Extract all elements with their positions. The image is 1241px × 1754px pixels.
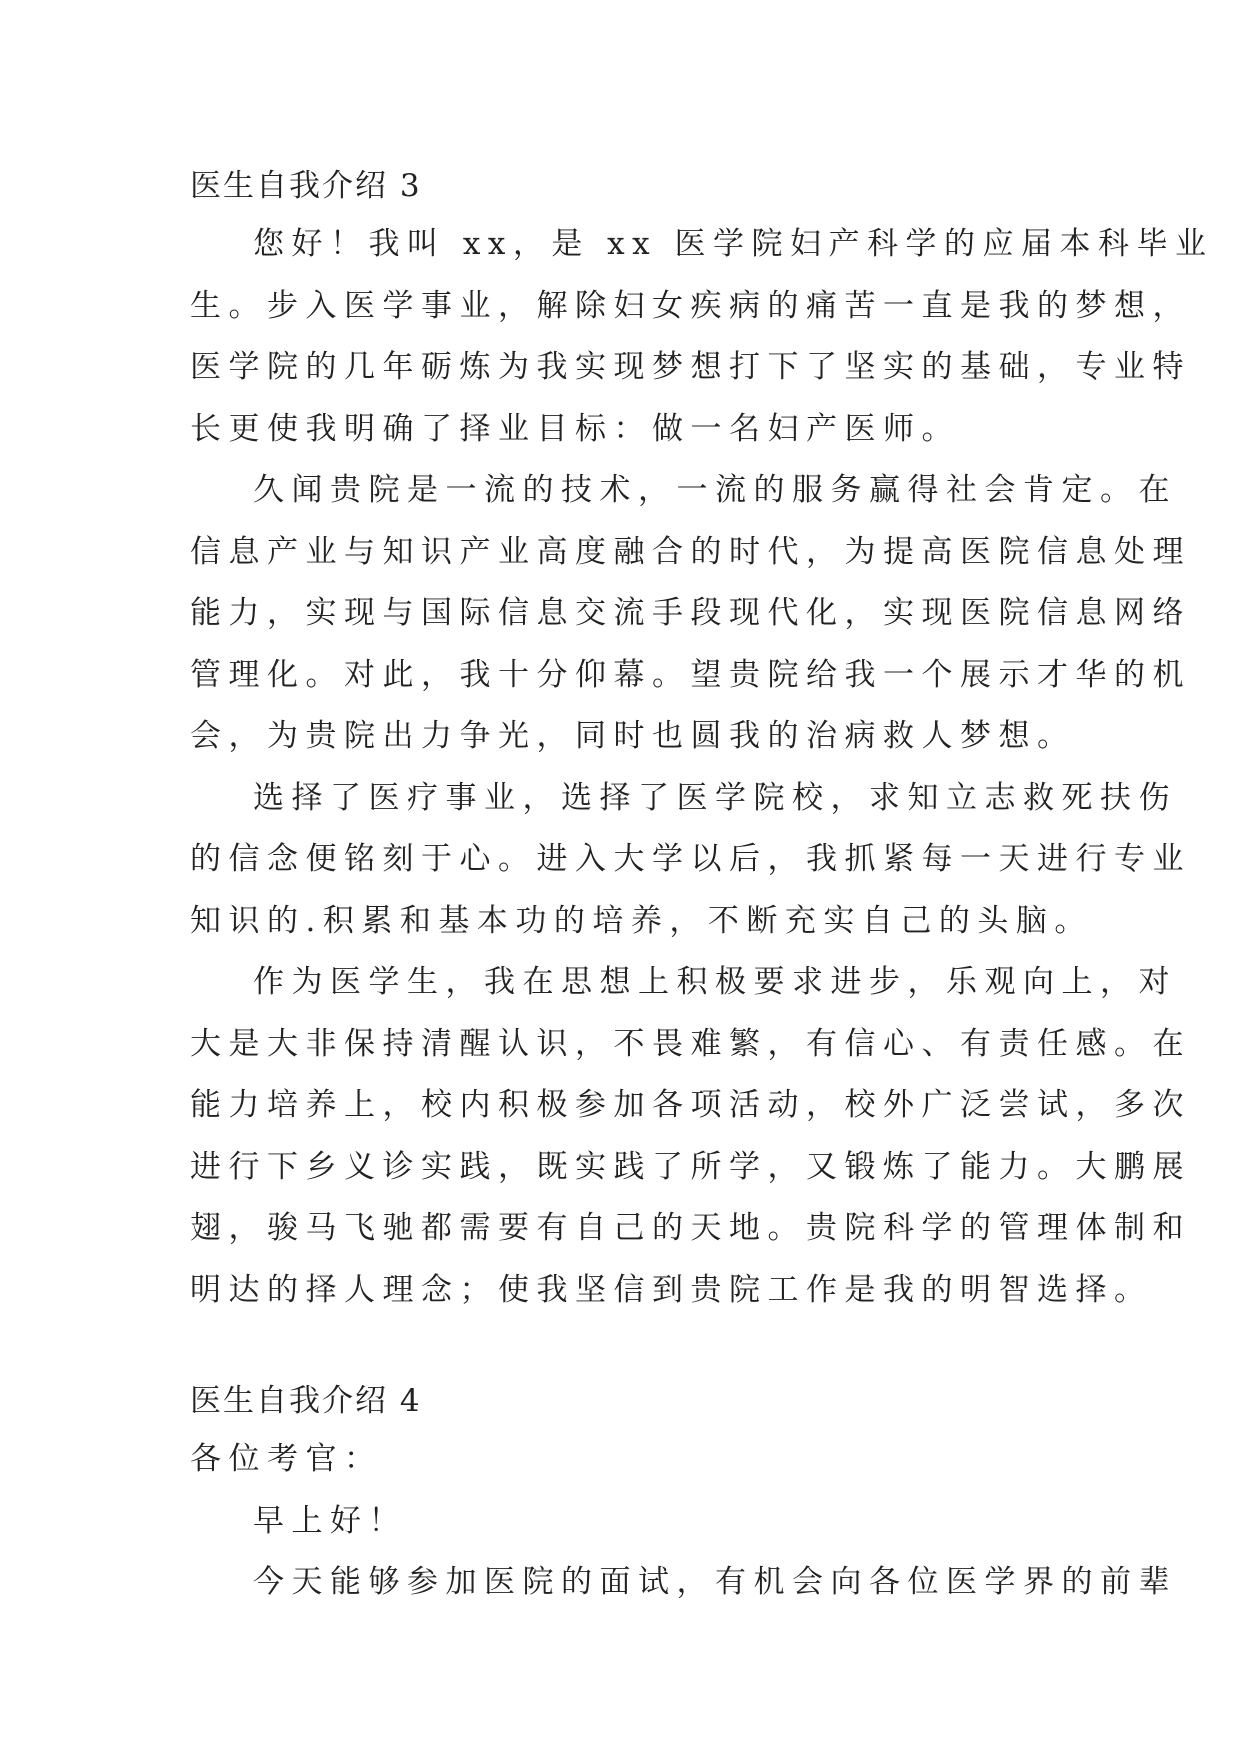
paragraph-line: 知识的.积累和基本功的培养，不断充实自己的头脑。 (190, 902, 1093, 939)
paragraph-line: 生。步入医学事业，解除妇女疾病的痛苦一直是我的梦想， (190, 287, 1191, 324)
paragraph-line: 长更使我明确了择业目标：做一名妇产医师。 (190, 410, 960, 447)
greeting-line: 早上好！ (253, 1502, 407, 1539)
section-4-title: 医生自我介绍 4 (190, 1383, 422, 1419)
section-spacer (190, 1321, 1060, 1373)
paragraph-line: 翅，骏马飞驰都需要有自己的天地。贵院科学的管理体制和 (190, 1210, 1191, 1246)
section-4-salutation (190, 1429, 1060, 1491)
opening-line: 今天能够参加医院的面试，有机会向各位医学界的前辈 (253, 1564, 1177, 1600)
paragraph-line: 的信念便铭刻于心。进入大学以后，我抓紧每一天进行专业 (190, 841, 1191, 877)
paragraph-line: 进行下乡义诊实践，既实践了所学，又锻炼了能力。大鹏展 (190, 1148, 1191, 1185)
paragraph-line: 信息产业与知识产业高度融合的时代，为提高医院信息处理 (190, 533, 1191, 570)
paragraph-line: 您好！我叫 xx，是 xx 医学院妇产科学的应届本科毕业 (253, 226, 1214, 262)
paragraph-line: 明达的择人理念；使我坚信到贵院工作是我的明智选择。 (190, 1271, 1153, 1308)
document-body (190, 158, 1214, 1614)
section-4-opening (190, 1552, 1177, 1614)
section-3-title: 医生自我介绍 3 (190, 168, 422, 204)
section-3-paragraph-3 (190, 768, 1191, 953)
paragraph-line: 久闻贵院是一流的技术，一流的服务赢得社会肯定。在 (253, 472, 1177, 508)
paragraph-line: 能力培养上，校内积极参加各项活动，校外广泛尝试，多次 (190, 1087, 1191, 1123)
paragraph-line: 医学院的几年砺炼为我实现梦想打下了坚实的基础，专业特 (190, 349, 1191, 385)
paragraph-line: 大是大非保持清醒认识，不畏难繁，有信心、有责任感。在 (190, 1025, 1191, 1062)
section-3-paragraph-2 (190, 460, 1191, 768)
paragraph-line: 能力，实现与国际信息交流手段现代化，实现医院信息网络 (190, 595, 1191, 631)
paragraph-line: 选择了医疗事业，选择了医学院校，求知立志救死扶伤 (253, 779, 1177, 816)
paragraph-line: 作为医学生，我在思想上积极要求进步，乐观向上，对 (253, 964, 1177, 1000)
section-3-paragraph-4 (190, 952, 1191, 1321)
paragraph-line: 管理化。对此，我十分仰幕。望贵院给我一个展示才华的机 (190, 656, 1191, 693)
salutation-line: 各位考官： (190, 1441, 383, 1477)
section-3-paragraph-1 (190, 214, 1214, 460)
paragraph-line: 会，为贵院出力争光，同时也圆我的治病救人梦想。 (190, 718, 1076, 754)
section-4-greeting (190, 1491, 1060, 1553)
